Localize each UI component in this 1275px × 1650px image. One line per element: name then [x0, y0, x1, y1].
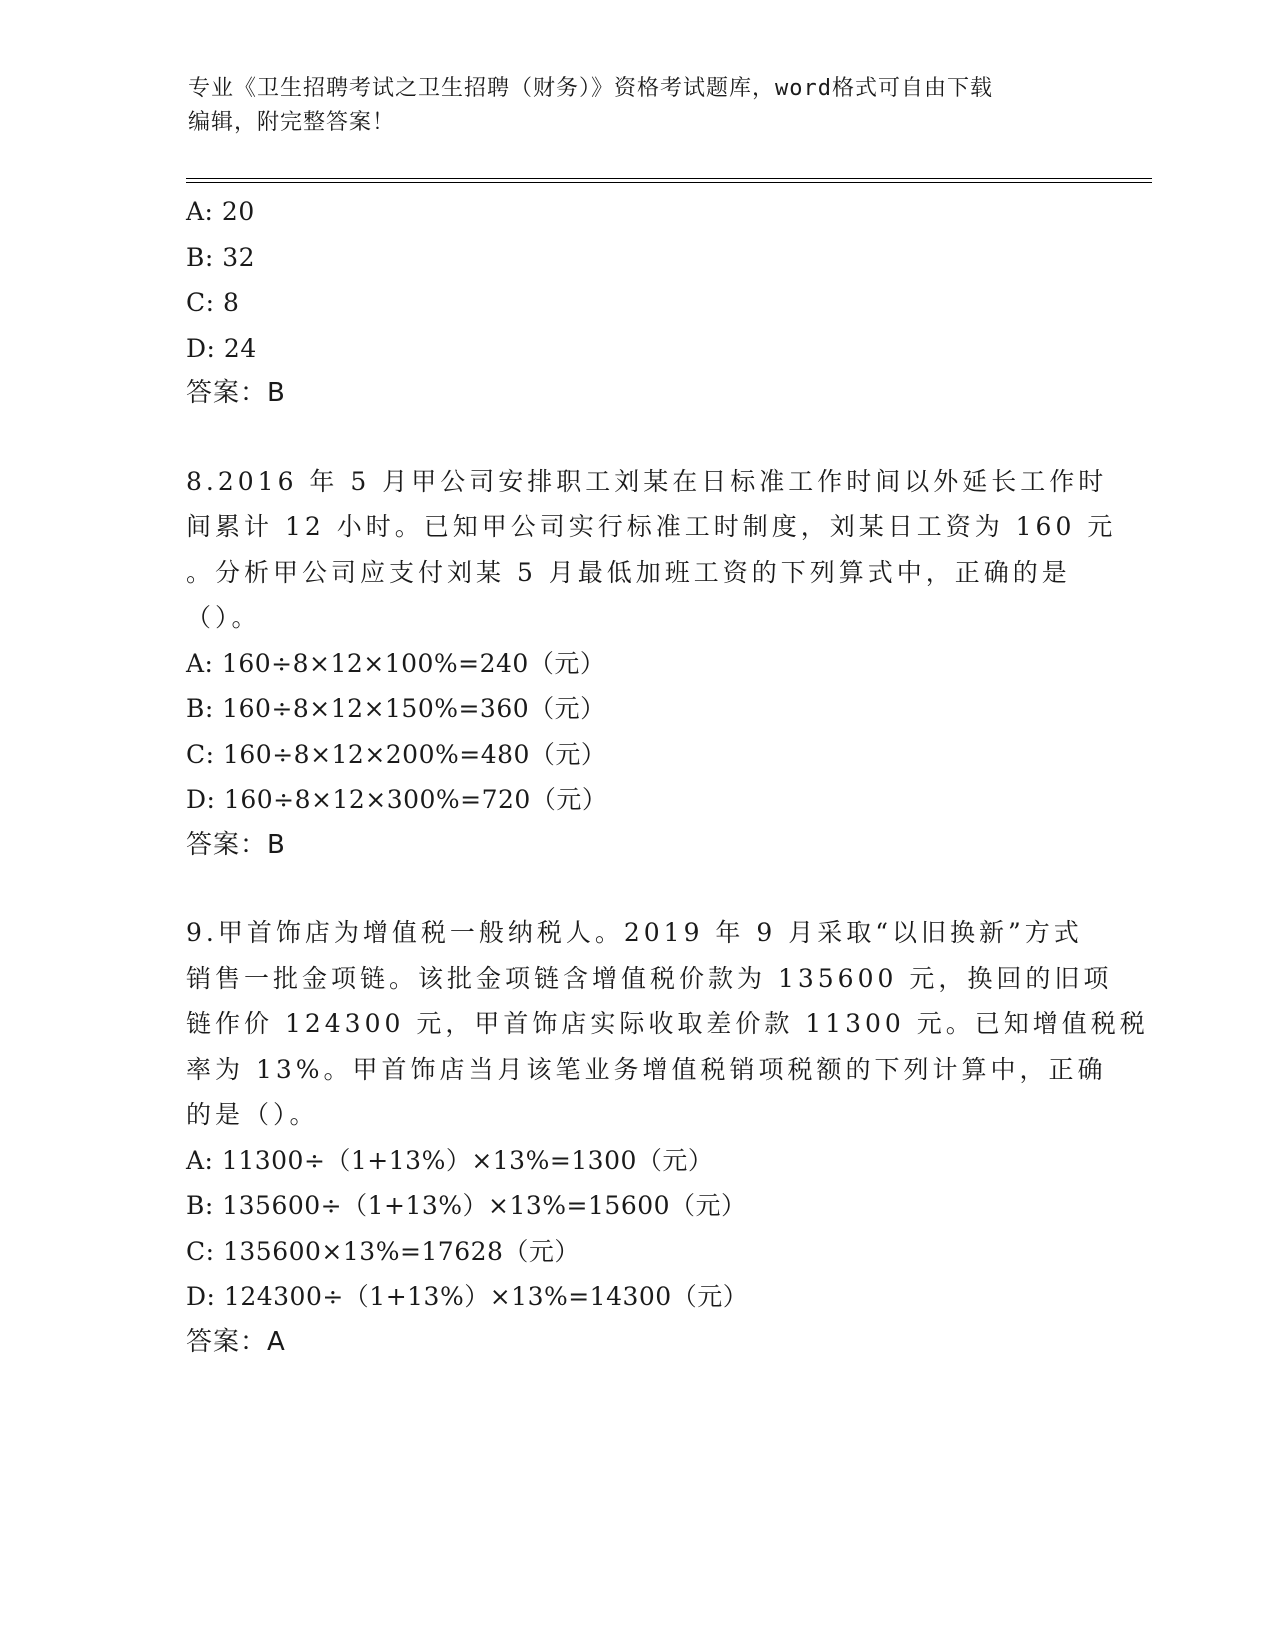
- question-9-text-line: 销售一批金项链。该批金项链含增值税价款为 135600 元，换回的旧项: [186, 963, 1113, 993]
- header-rule-top: [186, 178, 1152, 179]
- option-d: D: 24: [186, 333, 257, 363]
- question-8-text-line: （）。: [186, 603, 261, 632]
- prev-question-block: [186, 189, 1086, 417]
- option-c: C: 135600×13%=17628（元）: [186, 1236, 580, 1266]
- option-b: B: 135600÷（1+13%）×13%=15600（元）: [186, 1191, 747, 1220]
- option-a: A: 160÷8×12×100%=240（元）: [186, 648, 606, 678]
- option-d: D: 124300÷（1+13%）×13%=14300（元）: [186, 1282, 749, 1311]
- header-line-1: 专业《卫生招聘考试之卫生招聘（财务）》资格考试题库，word格式可自由下载: [188, 76, 993, 101]
- option-a: A: 11300÷（1+13%）×13%=1300（元）: [186, 1145, 714, 1175]
- option-a: A: 20: [186, 197, 255, 226]
- document-header: [188, 72, 1088, 140]
- answer-line: 答案：B: [186, 829, 286, 860]
- option-c: C: 8: [186, 288, 240, 317]
- option-d: D: 160÷8×12×300%=720（元）: [186, 785, 608, 814]
- question-8-text-line: 8.2016 年 5 月甲公司安排职工刘某在日标准工作时间以外延长工作时: [186, 466, 1108, 496]
- option-b: B: 160÷8×12×150%=360（元）: [186, 694, 606, 723]
- header-rule-bottom: [186, 182, 1152, 183]
- question-8-text-line: 。分析甲公司应支付刘某 5 月最低加班工资的下列算式中，正确的是: [186, 557, 1071, 587]
- answer-line: 答案：B: [186, 378, 286, 408]
- header-line-2: 编辑，附完整答案！: [188, 110, 396, 135]
- question-9-text-line: 的是（）。: [186, 1100, 319, 1129]
- question-9-block: [186, 910, 1149, 1365]
- option-b: B: 32: [186, 242, 256, 272]
- question-9-text-line: 9.甲首饰店为增值税一般纳税人。2019 年 9 月采取“以旧换新”方式: [186, 918, 1083, 947]
- option-c: C: 160÷8×12×200%=480（元）: [186, 739, 607, 769]
- question-9-text-line: 链作价 124300 元，甲首饰店实际收取差价款 11300 元。已知增值税税: [186, 1009, 1149, 1038]
- question-8-text-line: 间累计 12 小时。已知甲公司实行标准工时制度，刘某日工资为 160 元: [186, 512, 1117, 541]
- document-body: [186, 189, 1149, 1365]
- answer-line: 答案：A: [186, 1326, 286, 1357]
- question-8-block: [186, 459, 1117, 869]
- question-9-text-line: 率为 13%。甲首饰店当月该笔业务增值税销项税额的下列计算中，正确: [186, 1054, 1107, 1084]
